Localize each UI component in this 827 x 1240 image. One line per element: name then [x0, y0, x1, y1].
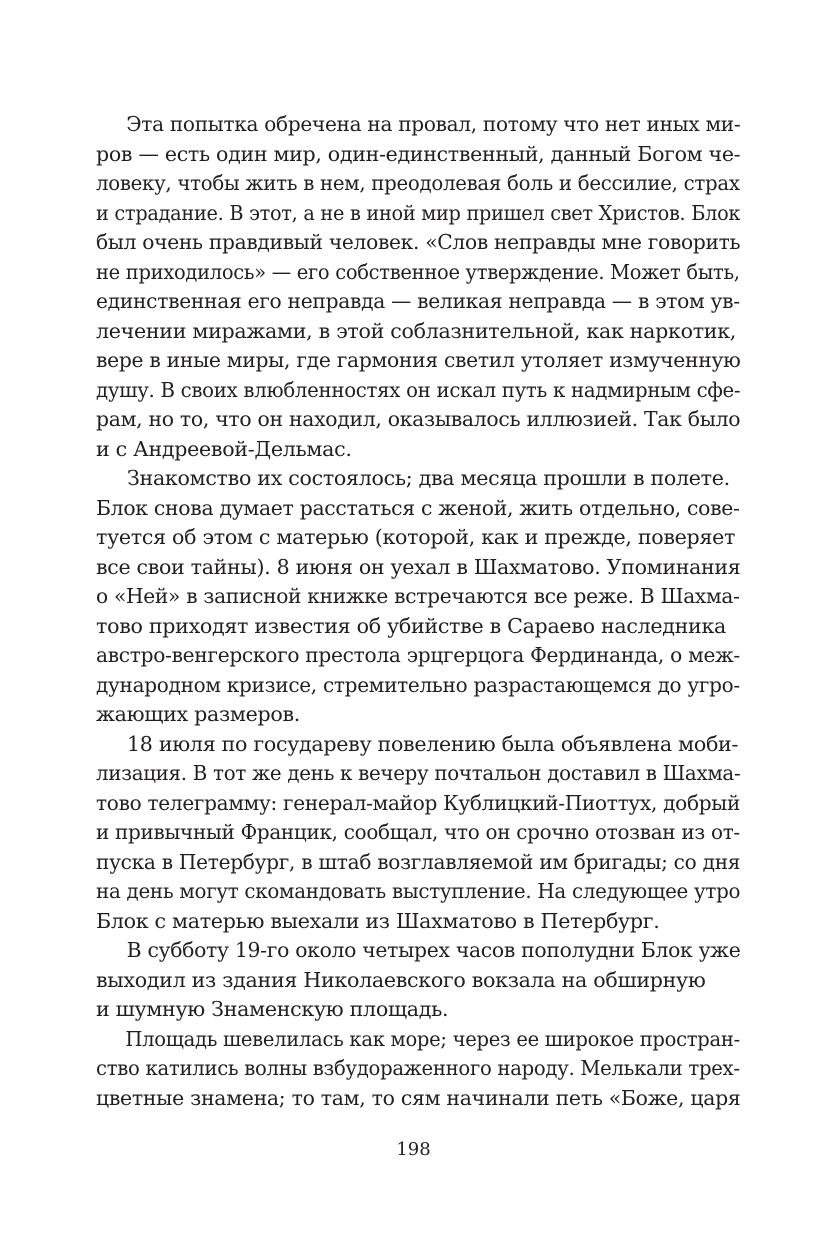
text-line: ство катились волны взбудораженного народу. Мелькали трех- — [96, 1056, 740, 1080]
text-line: лечении миражами, в этой соблазнительной, как наркотик, — [96, 318, 737, 343]
text-line: тово телеграмму: генерал-майор Кублицкий-Пиоттух, добрый — [96, 790, 741, 815]
text-line: Площадь шевелилась как море; через ее широкое простран- — [125, 1026, 740, 1051]
text-line: на день могут скомандовать выступление. На следующее утро — [96, 879, 741, 903]
text-line: тово приходят известия об убийстве в Сараево наследника — [96, 613, 727, 638]
page-number: 198 — [396, 1139, 431, 1160]
text-line: австро-венгерского престола эрцгерцога Фердинанда, о меж- — [96, 643, 740, 667]
text-line: пуска в Петербург, в штаб возглавляемой им бригады; со дня — [96, 849, 741, 874]
text-line: Блок с матерью выехали из Шахматово в Петербург. — [96, 908, 660, 933]
text-line: Блок снова думает расстаться с женой, жить отдельно, сове- — [96, 495, 740, 520]
text-line: ловеку, чтобы жить в нем, преодолевая боль и бессилие, страх — [96, 171, 740, 195]
text-line: выходил из здания Николаевского вокзала на обширную — [96, 967, 706, 992]
text-line: лизация. В тот же день к вечеру почтальон доставил в Шахма- — [96, 761, 741, 785]
text-line: единственная его неправда — великая неправда — в этом ув- — [96, 289, 740, 313]
text-line: туется об этом с матерью (которой, как и прежде, поверяет — [96, 525, 736, 549]
text-line: вере в иные миры, где гармония светил утоляет измученную — [96, 348, 741, 372]
text-line: и с Андреевой-Дельмас. — [96, 436, 352, 461]
text-line: и шумную Знаменскую площадь. — [96, 997, 449, 1021]
text-line: и страдание. В этот, а не в иной мир пришел свет Христов. Блок — [96, 200, 741, 225]
text-line: был очень правдивый человек. «Слов неправды мне говорить — [96, 230, 741, 254]
text-line: ров — есть один мир, один-единственный, данный Богом че- — [96, 141, 741, 166]
text-line: не приходилось» — его собственное утверждение. Может быть, — [96, 259, 740, 284]
text-line: душу. В своих влюбленностях он искал путь к надмирным сфе- — [96, 377, 741, 402]
text-line: все свои тайны). 8 июня он уехал в Шахматово. Упоминания — [96, 554, 741, 579]
text-line: и привычный Францик, сообщал, что он срочно отозван из от- — [96, 820, 740, 844]
text-line: Знакомство их состоялось; два месяца прошли в полете. — [127, 466, 730, 490]
body-text — [96, 110, 740, 1113]
text-line: В субботу 19-го около четырех часов пополудни Блок уже — [126, 938, 741, 962]
text-line: о «Ней» в записной книжке встречаются все реже. В Шахма- — [96, 584, 740, 608]
text-line: Эта попытка обречена на провал, потому что нет иных ми- — [126, 112, 741, 136]
text-line: цветные знамена; то там, то сям начинали петь «Боже, царя — [96, 1085, 741, 1110]
text-line: дународном кризисе, стремительно разрастающемся до угро- — [96, 672, 740, 697]
text-line: рам, но то, что он находил, оказывалось иллюзией. Так было — [96, 407, 741, 431]
text-line: 18 июля по государеву повелению была объявлена моби- — [127, 731, 739, 756]
text-line: жающих размеров. — [96, 702, 301, 726]
